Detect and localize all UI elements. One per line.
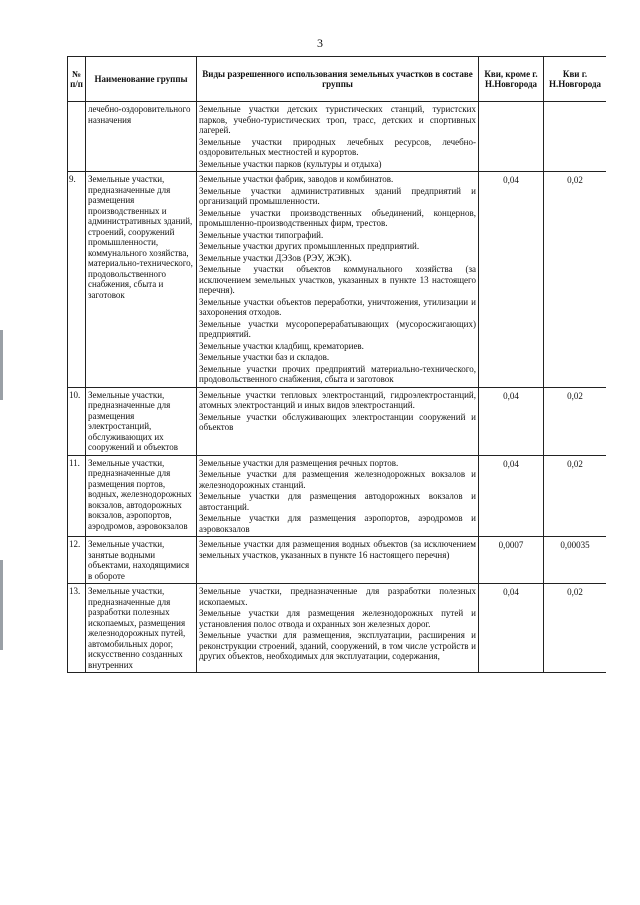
table-row — [68, 537, 607, 584]
permitted-use-item: Земельные участки мусороперерабатывающих (мусоросжигающих) предприятий. — [199, 318, 476, 339]
permitted-use-item: Земельные участки ДЭЗов (РЭУ, ЖЭК). — [199, 252, 352, 263]
coefficient-city-cell: 0,02 — [544, 455, 607, 537]
group-name-cell: Земельные участки, предназначенные для размещения производственных и административных зданий, строений, сооружений промышленности, коммунального хозяйства, материально-технического, продовольственного снабжения, сбыта и заготовок — [86, 172, 197, 388]
coefficient-city-cell: 0,02 — [544, 172, 607, 388]
scan-edge-mark — [0, 560, 3, 650]
permitted-use-item: Земельные участки для размещения железнодорожных путей и установления полос отвода и охранных зон железных дорог. — [199, 608, 476, 629]
coefficient-region-cell: 0,0007 — [479, 537, 544, 584]
permitted-use-item: Земельные участки тепловых электростанций, гидроэлектростанций, атомных электростанций и иных видов электростанций. — [199, 389, 476, 410]
coefficient-city-cell: 0,02 — [544, 387, 607, 455]
header-num: № п/п — [68, 57, 86, 102]
coefficient-region-cell: 0,04 — [479, 387, 544, 455]
permitted-use-item: Земельные участки, предназначенные для разработки полезных ископаемых. — [199, 586, 476, 607]
row-number: 11. — [68, 455, 86, 537]
row-number: 9. — [68, 172, 86, 388]
permitted-use-item: Земельные участки обслуживающих электростанции сооружений и объектов — [199, 411, 476, 432]
page-number: 3 — [317, 36, 323, 50]
row-number: 13. — [68, 584, 86, 673]
coefficient-city-cell: 0,00035 — [544, 537, 607, 584]
header-coefficient-region: Кви, кроме г. Н.Новгорода — [479, 57, 544, 102]
coefficient-region-cell: 0,04 — [479, 172, 544, 388]
permitted-use-item: Земельные участки баз и складов. — [199, 352, 330, 362]
permitted-use-item: Земельные участки для размещения автодорожных вокзалов и автостанций. — [199, 491, 476, 512]
permitted-uses-cell — [197, 172, 479, 388]
scan-edge-mark — [0, 330, 3, 400]
table-row — [68, 102, 607, 172]
table-row — [68, 387, 607, 455]
coefficient-region-cell: 0,04 — [479, 584, 544, 673]
coefficient-city-cell — [544, 102, 607, 172]
coefficient-city-cell: 0,02 — [544, 584, 607, 673]
table-row — [68, 172, 607, 388]
permitted-use-item: Земельные участки для размещения речных портов. — [199, 457, 399, 468]
permitted-use-item: Земельные участки детских туристических станций, туристских парков, учебно-туристических троп, трасс, детских и спортивных лагерей. — [199, 104, 476, 135]
coefficient-region-cell — [479, 102, 544, 172]
group-name-cell: лечебно-оздоровительного назначения — [86, 102, 197, 172]
permitted-uses-cell — [197, 387, 479, 455]
land-use-table-container — [67, 56, 606, 905]
permitted-uses-cell — [197, 537, 479, 584]
permitted-use-item: Земельные участки прочих предприятий материально-технического, продовольственного снабжения, сбыта и заготовок — [199, 363, 476, 384]
group-name-cell: Земельные участки, занятые водными объектами, находящимися в обороте — [86, 537, 197, 584]
permitted-use-item: Земельные участки объектов переработки, уничтожения, утилизации и захоронения отходов. — [199, 296, 476, 317]
permitted-use-item: Земельные участки административных зданий предприятий и организаций промышленности. — [199, 185, 476, 206]
group-name-cell: Земельные участки, предназначенные для размещения портов, водных, железнодорожных вокзалов, автодорожных вокзалов, аэропортов, аэродромов, аэровокзалов — [86, 455, 197, 537]
permitted-uses-cell — [197, 455, 479, 537]
table-body — [68, 102, 607, 673]
group-name-cell: Земельные участки, предназначенные для разработки полезных ископаемых, размещения железнодорожных путей, автомобильных дорог, искусственно созданных внутренних — [86, 584, 197, 673]
permitted-use-item: Земельные участки других промышленных предприятий. — [199, 241, 420, 251]
row-number: 10. — [68, 387, 86, 455]
permitted-use-item: Земельные участки производственных объединений, концернов, промышленно-производственных фирм, трестов. — [199, 207, 476, 228]
header-group-name: Наименование группы — [86, 57, 197, 102]
table-row — [68, 455, 607, 537]
table-row — [68, 584, 607, 673]
land-use-table — [67, 56, 606, 673]
header-permitted-uses: Виды разрешенного использования земельных участков в составе группы — [197, 57, 479, 102]
permitted-use-item: Земельные участки для размещения железнодорожных вокзалов и железнодорожных станций. — [199, 469, 476, 490]
permitted-use-item: Земельные участки природных лечебных ресурсов, лечебно-оздоровительных местностей и курортов. — [199, 136, 476, 157]
permitted-use-item: Земельные участки объектов коммунального хозяйства (за исключением земельных участков, указанных в пункте 13 настоящего перечня). — [199, 264, 476, 295]
row-number — [68, 102, 86, 172]
permitted-uses-cell — [197, 584, 479, 673]
permitted-use-item: Земельные участки для размещения аэропортов, аэродромов и аэровокзалов — [199, 513, 476, 534]
permitted-use-item: Земельные участки парков (культуры и отдыха) — [199, 158, 382, 169]
permitted-use-item: Земельные участки кладбищ, крематориев. — [199, 340, 364, 351]
row-number: 12. — [68, 537, 86, 584]
table-header-row — [68, 57, 607, 102]
header-coefficient-city: Кви г. Н.Новгорода — [544, 57, 607, 102]
permitted-use-item: Земельные участки типографий. — [199, 229, 324, 240]
coefficient-region-cell: 0,04 — [479, 455, 544, 537]
group-name-cell: Земельные участки, предназначенные для размещения электростанций, обслуживающих их сооружений и объектов — [86, 387, 197, 455]
permitted-uses-cell — [197, 102, 479, 172]
permitted-use-item: Земельные участки фабрик, заводов и комбинатов. — [199, 174, 394, 184]
permitted-use-item: Земельные участки для размещения, эксплуатации, расширения и реконструкции строений, зданий, сооружений, в том числе устройств и других объектов, необходимых для эксплуатации, содержания, — [199, 630, 476, 661]
permitted-use-item: Земельные участки для размещения водных объектов (за исключением земельных участков, указанных в пункте 16 настоящего перечня) — [199, 539, 476, 560]
